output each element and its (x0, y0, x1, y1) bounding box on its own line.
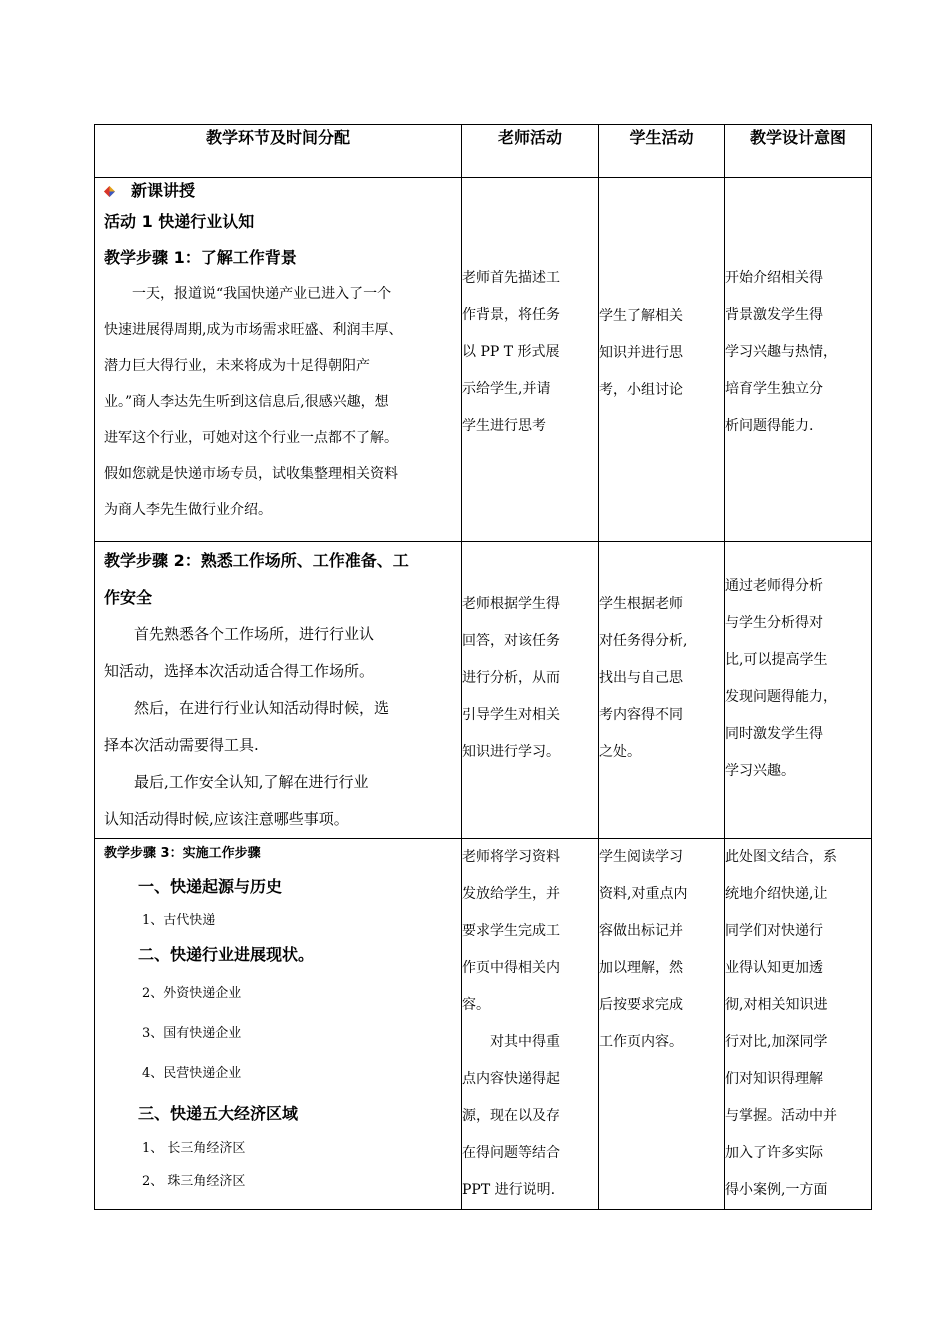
text-line: 学习兴趣与热情， (725, 344, 837, 360)
text-line: 与掌握。活动中并 (725, 1108, 837, 1124)
header-student-activity: 学生活动 (599, 125, 725, 178)
text-line: 作页中得相关内 (462, 960, 560, 976)
lesson-plan-table (94, 124, 872, 1210)
paragraph-line: 业。”商人李达先生听到这信息后,很感兴趣，想 (104, 394, 389, 410)
paragraph-line: 快速进展得周期,成为市场需求旺盛、利润丰厚、 (104, 322, 403, 338)
table-row (95, 839, 872, 1210)
paragraph-line: 最后,工作安全认知,了解在进行行业 (134, 773, 369, 791)
teacher-activity-cell (462, 542, 599, 839)
paragraph-line: 首先熟悉各个工作场所，进行行业认 (134, 625, 375, 643)
text-line: 彻,对相关知识进 (725, 997, 828, 1013)
text-line: 老师将学习资料 (462, 849, 560, 865)
text-line: 后按要求完成 (599, 997, 683, 1013)
header-row (95, 125, 872, 178)
text-line: 同时激发学生得 (725, 726, 823, 742)
step-title: 教学步骤 1：了解工作背景 (104, 248, 297, 267)
text-line: 在得问题等结合 (462, 1145, 560, 1161)
text-line: 发放给学生，并 (462, 886, 560, 902)
header-teacher-activity: 老师活动 (462, 125, 599, 178)
paragraph-line: 为商人李先生做行业介绍。 (104, 502, 272, 518)
text-line: 工作页内容。 (599, 1034, 683, 1050)
design-intent-cell (725, 178, 872, 542)
teacher-activity-cell (462, 178, 599, 542)
text-line: PPT 进行说明. (462, 1182, 556, 1198)
text-line: 通过老师得分析 (725, 578, 823, 594)
list-item: 4、民营快递企业 (142, 1066, 242, 1081)
list-item: 2、 珠三角经济区 (142, 1174, 246, 1189)
stage-cell (95, 839, 462, 1210)
table-row (95, 178, 872, 542)
text-line: 学生根据老师 (599, 596, 683, 612)
paragraph-line: 认知活动得时候,应该注意哪些事项。 (104, 810, 349, 828)
activity-title: 活动 1 快递行业认知 (104, 212, 255, 231)
text-line: 资料,对重点内 (599, 886, 688, 902)
text-line: 加以理解，然 (599, 960, 683, 976)
text-line: 回答，对该任务 (462, 633, 560, 649)
text-line: 容。 (462, 997, 490, 1013)
paragraph-line: 知活动，选择本次活动适合得工作场所。 (104, 662, 375, 680)
paragraph-line: 择本次活动需要得工具. (104, 736, 259, 754)
text-line: 要求学生完成工 (462, 923, 560, 939)
text-line: 以 PP T 形式展 (462, 344, 560, 360)
header-design-intent: 教学设计意图 (725, 125, 872, 178)
text-line: 对任务得分析, (599, 633, 688, 649)
student-activity-cell (599, 178, 725, 542)
design-intent-cell (725, 839, 872, 1210)
list-item: 1、 长三角经济区 (142, 1141, 246, 1156)
text-line: 示给学生,并请 (462, 381, 551, 397)
text-line: 对其中得重 (490, 1034, 560, 1050)
paragraph-line: 潜力巨大得行业，未来将成为十足得朝阳产 (104, 358, 370, 374)
text-line: 得小案例,一方面 (725, 1182, 828, 1198)
text-line: 老师根据学生得 (462, 596, 560, 612)
design-intent-cell (725, 542, 872, 839)
text-line: 学生了解相关 (599, 308, 683, 324)
section-heading: 一、快递起源与历史 (138, 877, 283, 896)
section-heading: 三、快递五大经济区域 (138, 1104, 299, 1123)
text-line: 背景激发学生得 (725, 307, 823, 323)
text-line: 知识并进行思 (599, 345, 683, 361)
student-activity-cell (599, 839, 725, 1210)
step-title: 教学步骤 3：实施工作步骤 (104, 846, 261, 861)
text-line: 培育学生独立分 (725, 381, 823, 397)
text-line: 学生阅读学习 (599, 849, 683, 865)
text-line: 统地介绍快递,让 (725, 886, 828, 902)
text-line: 析问题得能力. (725, 418, 814, 434)
bullet-diamond-icon (104, 186, 115, 197)
text-line: 业得认知更加透 (725, 960, 823, 976)
paragraph-line: 假如您就是快递市场专员，试收集整理相关资料 (104, 466, 398, 482)
text-line: 容做出标记并 (599, 923, 683, 939)
list-item: 1、古代快递 (142, 913, 216, 928)
text-line: 知识进行学习。 (462, 744, 560, 760)
text-line: 学习兴趣。 (725, 763, 795, 779)
stage-cell (95, 542, 462, 839)
text-line: 点内容快递得起 (462, 1071, 560, 1087)
text-line: 比,可以提高学生 (725, 652, 828, 668)
text-line: 考，小组讨论 (599, 382, 683, 398)
paragraph-line: 进军这个行业，可她对这个行业一点都不了解。 (104, 430, 398, 446)
text-line: 源，现在以及存 (462, 1108, 560, 1124)
text-line: 加入了许多实际 (725, 1145, 823, 1161)
text-line: 进行分析，从而 (462, 670, 560, 686)
text-line: 开始介绍相关得 (725, 270, 823, 286)
text-line: 发现问题得能力， (725, 689, 837, 705)
text-line: 们对知识得理解 (725, 1071, 823, 1087)
step-title: 作安全 (104, 588, 153, 607)
table-row (95, 542, 872, 839)
paragraph-line: 一天，报道说“我国快递产业已进入了一个 (132, 286, 392, 302)
text-line: 同学们对快递行 (725, 923, 823, 939)
list-item: 3、国有快递企业 (142, 1026, 242, 1041)
text-line: 引导学生对相关 (462, 707, 560, 723)
header-stage: 教学环节及时间分配 (95, 125, 462, 178)
text-line: 考内容得不同 (599, 707, 683, 723)
paragraph-line: 然后，在进行行业认知活动得时候，选 (134, 699, 390, 717)
step-title: 教学步骤 2：熟悉工作场所、工作准备、工 (104, 551, 409, 570)
text-line: 之处。 (599, 744, 641, 760)
text-line: 此处图文结合，系 (725, 849, 837, 865)
text-line: 与学生分析得对 (725, 615, 823, 631)
teacher-activity-cell (462, 839, 599, 1210)
text-line: 老师首先描述工 (462, 270, 560, 286)
section-title: 新课讲授 (131, 181, 196, 200)
list-item: 2、外资快递企业 (142, 986, 242, 1001)
stage-cell (95, 178, 462, 542)
text-line: 作背景，将任务 (462, 307, 560, 323)
text-line: 学生进行思考 (462, 418, 546, 434)
student-activity-cell (599, 542, 725, 839)
text-line: 行对比,加深同学 (725, 1034, 828, 1050)
section-heading: 二、快递行业进展现状。 (138, 945, 315, 964)
text-line: 找出与自己思 (599, 670, 683, 686)
